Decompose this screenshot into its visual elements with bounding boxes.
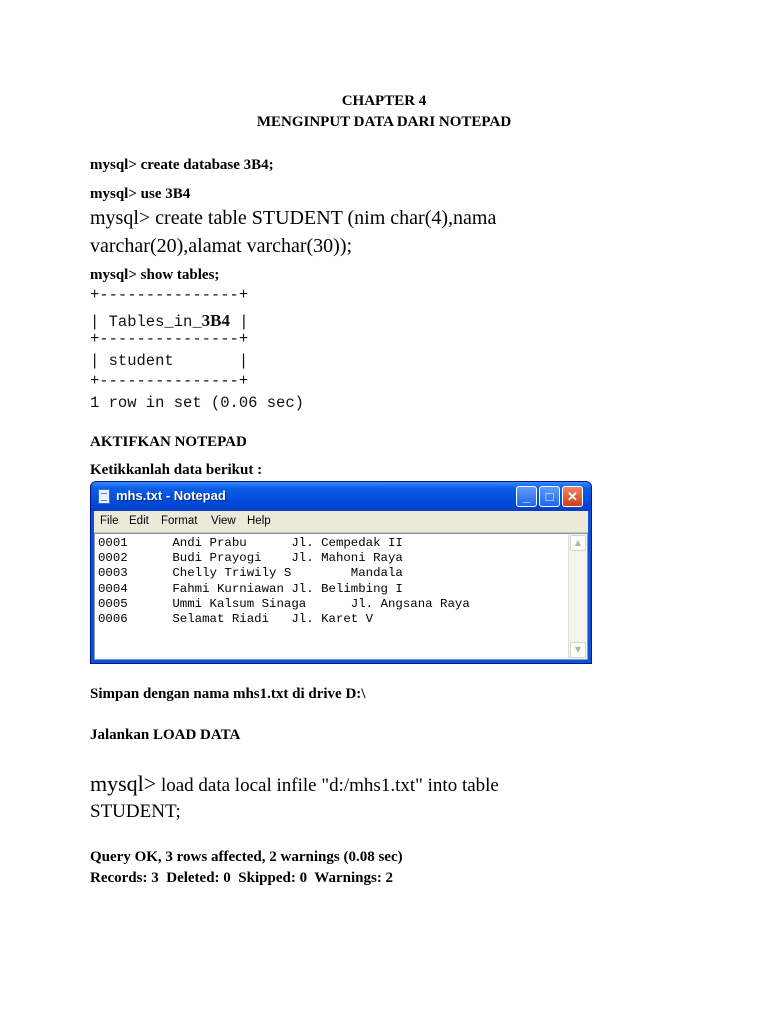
menu-help[interactable]: Help	[247, 515, 271, 527]
table-border-bottom: +---------------+	[90, 372, 249, 390]
notepad-title: mhs.txt - Notepad	[116, 488, 226, 503]
query-ok-output: Query OK, 3 rows affected, 2 warnings (0.08 sec)	[90, 849, 403, 865]
notepad-line: 0002 Budi Prayogi Jl. Mahoni Raya	[98, 551, 403, 566]
load-data-command-line2: STUDENT;	[90, 801, 181, 822]
notepad-file-icon	[98, 489, 110, 504]
table-header-db: 3B4	[201, 311, 230, 330]
activate-notepad-label: AKTIFKAN NOTEPAD	[90, 434, 247, 450]
save-instruction: Simpan dengan nama mhs1.txt di drive D:\	[90, 686, 366, 702]
records-output: Records: 3 Deleted: 0 Skipped: 0 Warnings: 2	[90, 870, 394, 886]
notepad-line: 0004 Fahmi Kurniawan Jl. Belimbing I	[98, 581, 403, 596]
notepad-menubar	[94, 511, 588, 533]
cmd-create-database: mysql> create database 3B4;	[90, 157, 274, 173]
chapter-title: CHAPTER 4	[341, 93, 427, 109]
close-button[interactable]: ✕	[562, 486, 583, 507]
table-header-row	[90, 311, 249, 331]
cmd-show-tables: mysql> show tables;	[90, 267, 220, 283]
notepad-line: 0006 Selamat Riadi Jl. Karet V	[98, 612, 374, 627]
cmd-create-table-line1: mysql> create table STUDENT (nim char(4),nama	[90, 207, 497, 229]
minimize-button[interactable]: _	[516, 486, 537, 507]
menu-view[interactable]: View	[211, 515, 236, 527]
scroll-down-arrow-icon[interactable]: ▼	[570, 642, 586, 658]
table-border-mid: +---------------+	[90, 330, 249, 348]
load-command: load data local infile "d:/mhs1.txt" into table	[156, 775, 499, 796]
menu-edit[interactable]: Edit	[129, 515, 149, 527]
menu-file[interactable]: File	[100, 515, 119, 527]
cmd-create-table-line2: varchar(20),alamat varchar(30));	[90, 235, 353, 257]
vertical-scrollbar[interactable]	[568, 534, 587, 659]
load-prompt: mysql>	[90, 771, 157, 796]
notepad-text-area[interactable]	[94, 533, 588, 660]
notepad-content	[98, 536, 567, 627]
notepad-titlebar[interactable]	[91, 482, 591, 511]
cmd-use-database: mysql> use 3B4	[90, 186, 191, 202]
notepad-line: 0003 Chelly Triwily S Mandala	[98, 566, 403, 581]
menu-format[interactable]: Format	[161, 515, 198, 527]
scroll-up-arrow-icon[interactable]: ▲	[570, 535, 586, 551]
table-border-top: +---------------+	[90, 286, 249, 304]
run-load-data: Jalankan LOAD DATA	[90, 727, 241, 743]
chapter-subtitle: MENGINPUT DATA DARI NOTEPAD	[256, 114, 512, 130]
notepad-window	[90, 481, 592, 664]
table-header-suffix: |	[229, 313, 249, 331]
load-data-command-line1	[90, 771, 499, 797]
maximize-button[interactable]: □	[539, 486, 560, 507]
table-header-prefix: | Tables_in_	[90, 313, 202, 331]
notepad-line: 0005 Ummi Kalsum Sinaga Jl. Angsana Raya	[98, 596, 470, 611]
table-result: 1 row in set (0.06 sec)	[90, 394, 304, 412]
notepad-line: 0001 Andi Prabu Jl. Cempedak II	[98, 536, 403, 550]
instruction-label: Ketikkanlah data berikut :	[90, 462, 263, 478]
table-data-row: | student |	[90, 352, 249, 370]
